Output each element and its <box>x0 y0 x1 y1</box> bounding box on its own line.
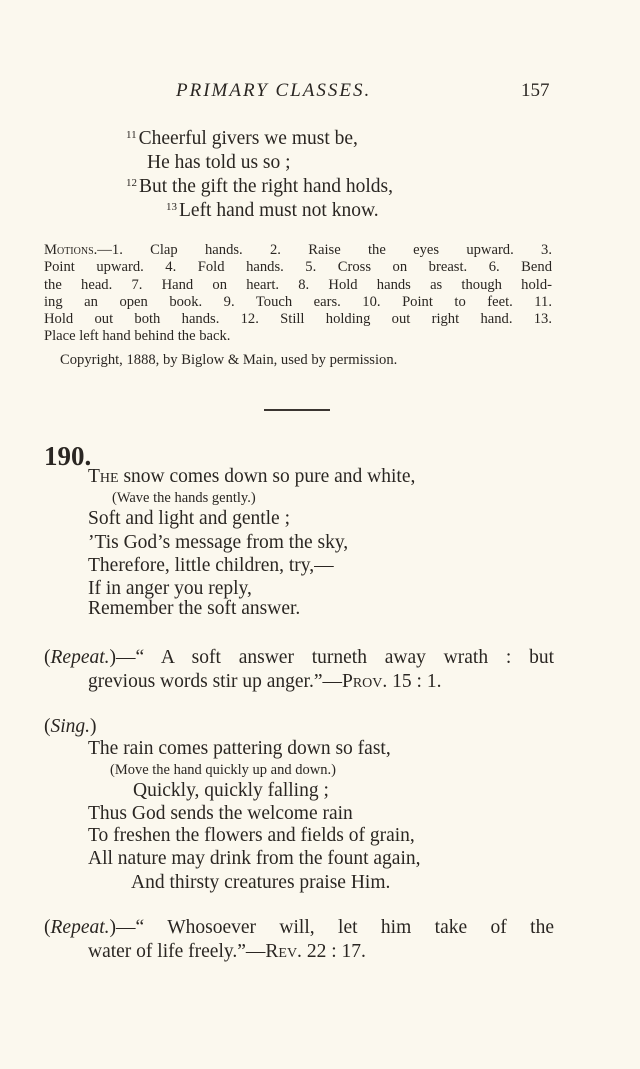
sing-direction: (Sing.) <box>44 716 97 737</box>
verse-line-text: Cheerful givers we must be, <box>138 128 358 149</box>
section-number: 190. <box>44 441 92 471</box>
verse-line <box>166 200 379 222</box>
verse-line: Therefore, little children, try,— <box>88 555 334 576</box>
stage-direction: (Move the hand quickly up and down.) <box>110 762 336 778</box>
scripture-verse: 15 : 1. <box>387 671 442 692</box>
motions-line: the head. 7. Hand on heart. 8. Hold hands as though hold- <box>44 276 552 293</box>
repeat-line: grevious words stir up anger.”—Prov. 15 : 1. <box>88 671 442 692</box>
section-divider <box>264 409 330 411</box>
repeat-line: (Repeat.)—“ A soft answer turneth away wrath : but <box>44 647 554 668</box>
verse-line <box>126 128 358 150</box>
verse-line: Quickly, quickly falling ; <box>133 780 329 801</box>
verse-line <box>88 466 415 488</box>
motions-line: Place left hand behind the back. <box>44 328 231 345</box>
repeat-line: (Repeat.)—“ Whosoever will, let him take of the <box>44 917 554 938</box>
line-number: 13 <box>166 201 177 213</box>
scripture-book: Prov. <box>342 671 388 692</box>
repeat-label: Repeat. <box>50 917 110 938</box>
scripture-verse: 22 : 17. <box>301 941 366 962</box>
repeat-line: water of life freely.”—Rev. 22 : 17. <box>88 941 366 962</box>
verse-line: The rain comes pattering down so fast, <box>88 738 391 759</box>
verse-line-text: Left hand must not know. <box>179 200 379 221</box>
verse-line: If in anger you reply, <box>88 578 252 599</box>
verse-line-text: snow comes down so pure and white, <box>118 466 416 487</box>
stage-direction: (Wave the hands gently.) <box>112 490 256 506</box>
line-number: 11 <box>126 129 137 141</box>
verse-line: Soft and light and gentle ; <box>88 508 291 529</box>
verse-line: Thus God sends the welcome rain <box>88 803 353 824</box>
verse-line-text: But the gift the right hand holds, <box>139 176 394 197</box>
sing-label: Sing. <box>50 716 91 737</box>
scripture-book: Rev. <box>265 941 302 962</box>
verse-line: To freshen the flowers and fields of grain, <box>88 825 415 846</box>
line-number: 12 <box>126 177 137 189</box>
verse-line <box>126 176 393 198</box>
verse-first-word: The <box>88 466 119 487</box>
motions-line: Motions.—1. Clap hands. 2. Raise the eyes upward. 3. <box>44 242 552 258</box>
motions-label: Motions. <box>44 242 98 258</box>
page-number: 157 <box>521 80 550 101</box>
repeat-paragraph <box>44 916 554 964</box>
verse-line: And thirsty creatures praise Him. <box>131 872 391 893</box>
verse-line: All nature may drink from the fount again, <box>88 848 421 869</box>
motions-line: Point upward. 4. Fold hands. 5. Cross on breast. 6. Bend <box>44 259 552 276</box>
motions-line: Hold out both hands. 12. Still holding out right hand. 13. <box>44 311 552 328</box>
verse-line-text: He has told us so ; <box>147 152 291 173</box>
verse-line: Remember the soft answer. <box>88 598 301 619</box>
motions-paragraph <box>44 242 552 346</box>
repeat-label: Repeat. <box>50 647 110 668</box>
repeat-paragraph <box>44 646 554 694</box>
motions-line: ing an open book. 9. Touch ears. 10. Point to feet. 11. <box>44 293 552 310</box>
verse-line: ’Tis God’s message from the sky, <box>88 532 349 553</box>
running-header-title: PRIMARY CLASSES. <box>176 80 372 101</box>
verse-line <box>147 152 291 174</box>
copyright-notice: Copyright, 1888, by Biglow & Main, used by permission. <box>60 352 398 368</box>
